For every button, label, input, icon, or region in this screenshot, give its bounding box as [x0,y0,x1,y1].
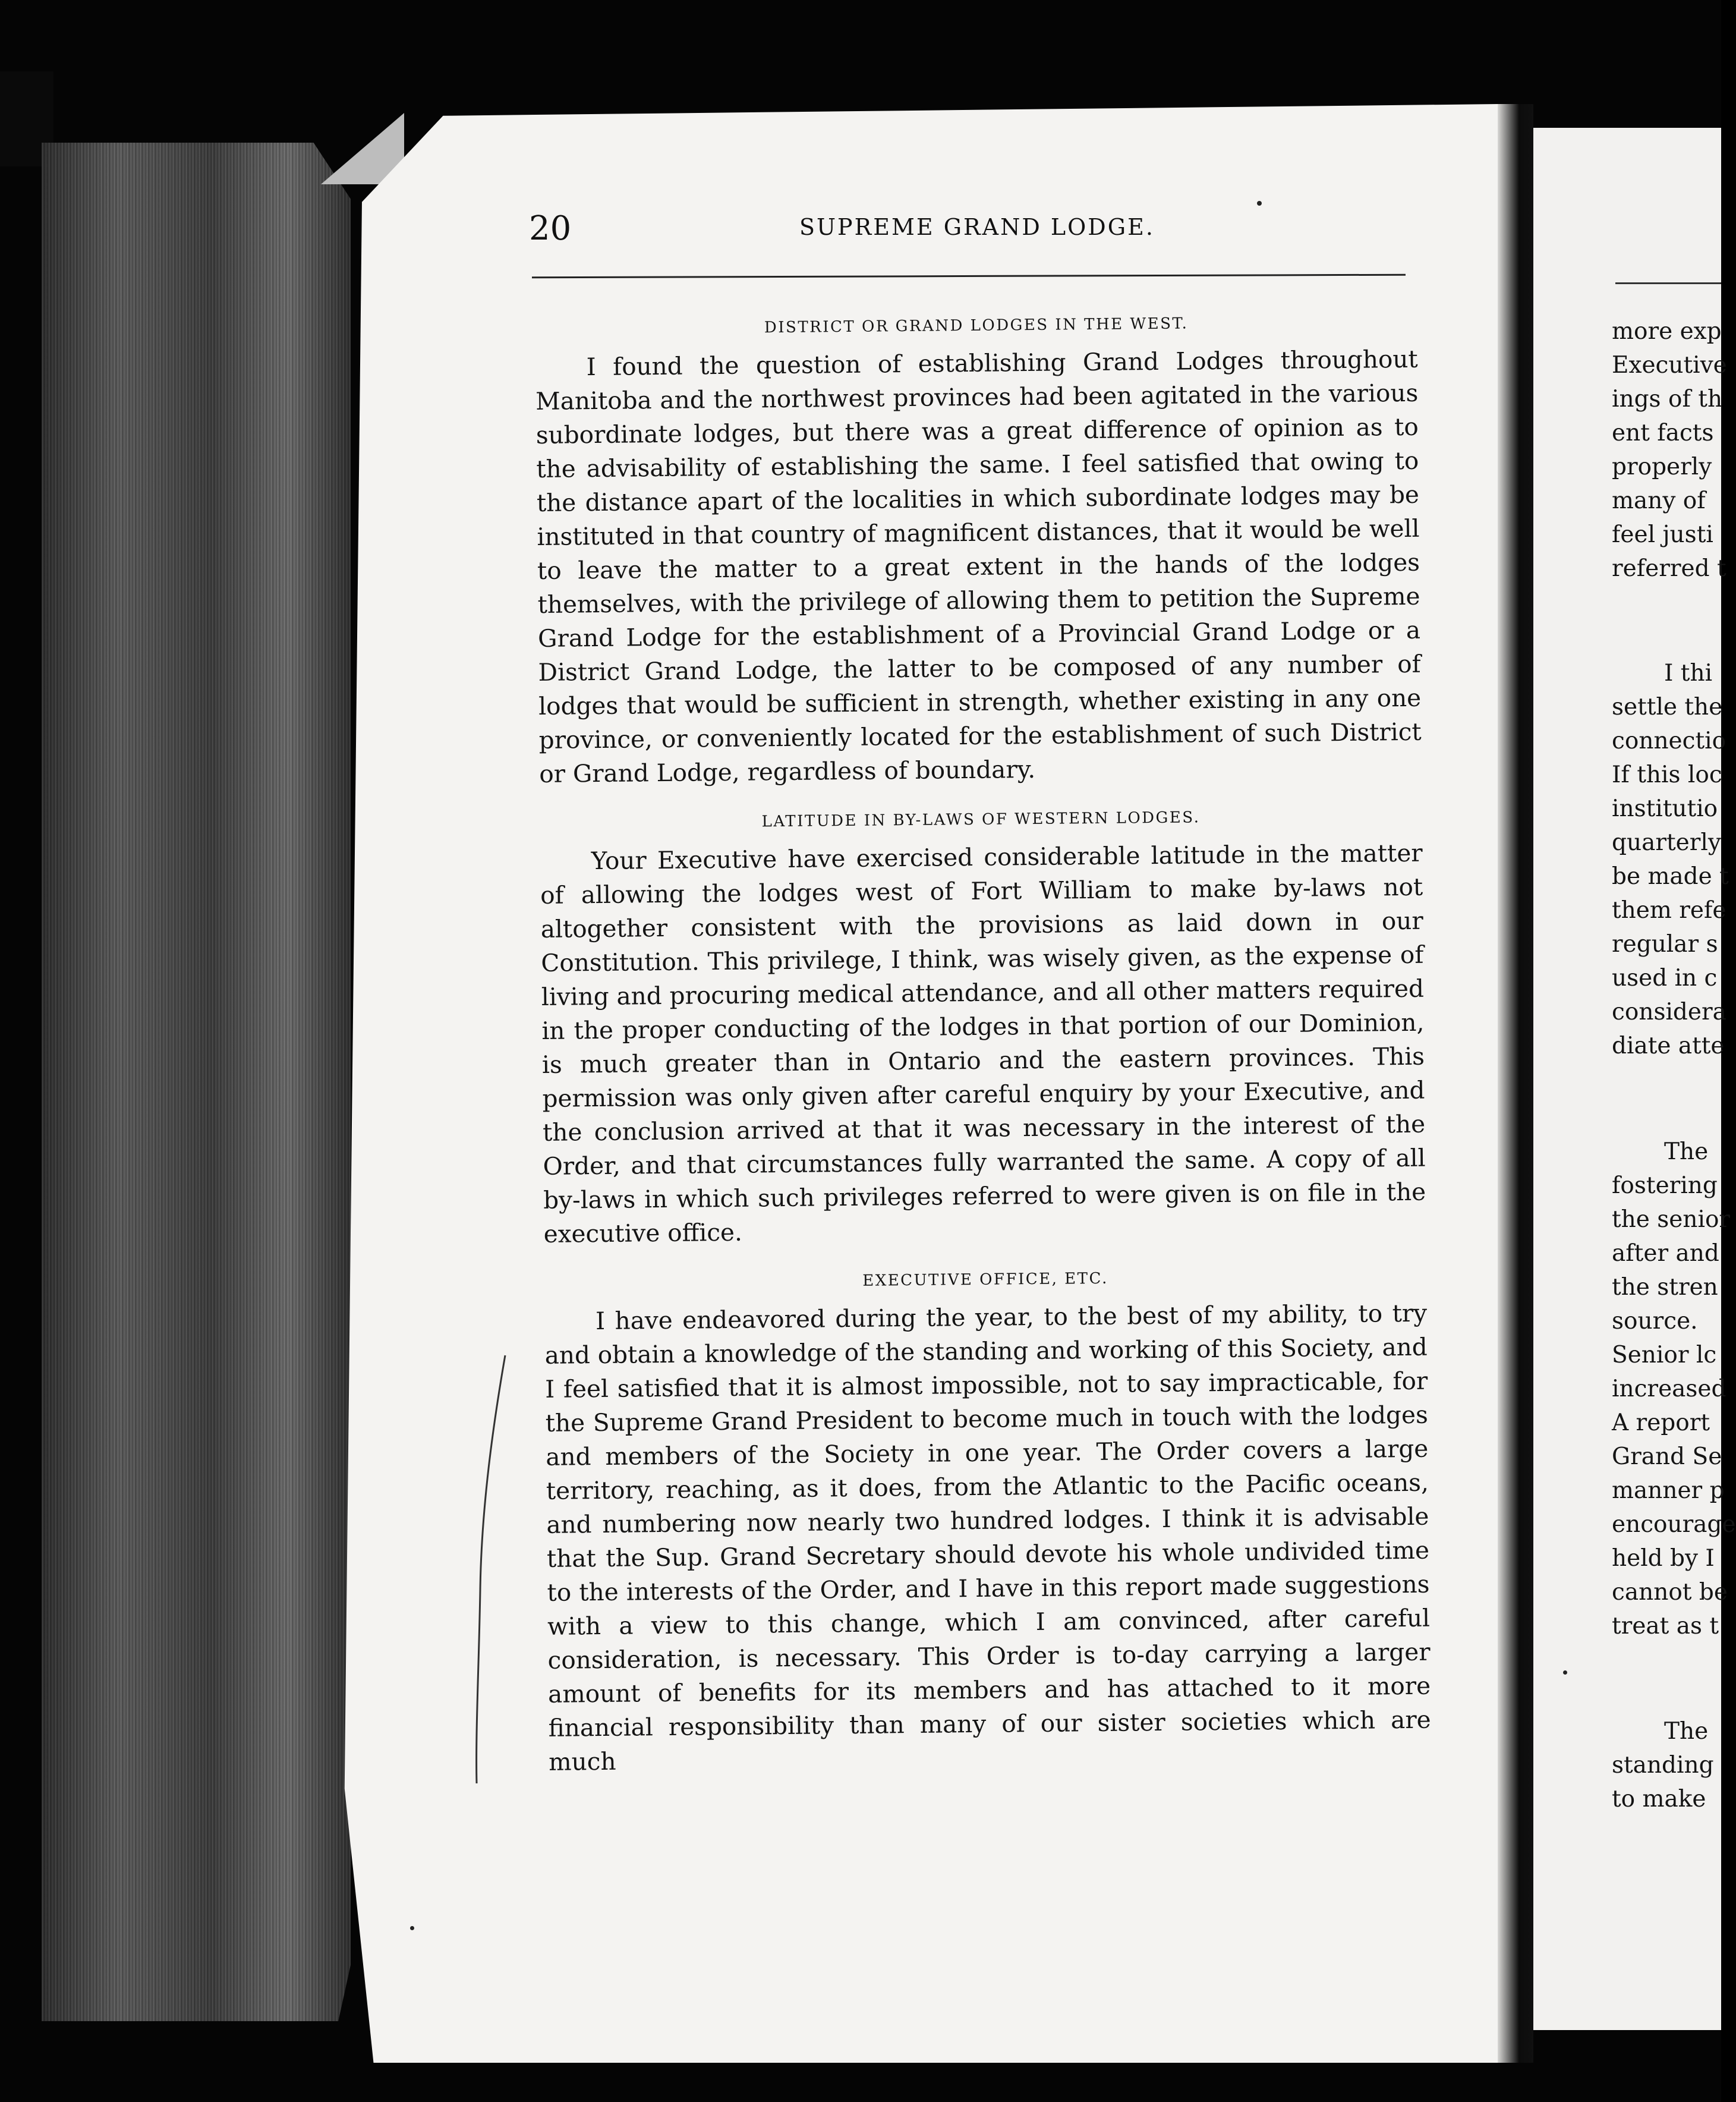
right-page-line: If this loc [1612,761,1722,788]
right-page-line: held by I [1612,1545,1715,1572]
right-page-line: referred t [1612,555,1726,582]
right-page-line: properly [1612,454,1712,480]
right-page-line: after and [1612,1240,1719,1267]
right-page-line: source. [1612,1308,1698,1335]
book-fore-edge [42,143,351,2021]
right-page-line: encourage [1612,1511,1736,1538]
dust-speck [1563,1670,1567,1675]
right-page-line: the stren [1612,1274,1718,1301]
right-page-line: quarterly [1612,829,1721,856]
right-page-line: more exp [1612,318,1722,345]
section-executive-office [544,1267,1431,1779]
right-page-line: increased [1612,1376,1726,1402]
right-page-line: considera [1612,999,1726,1025]
right-page-line: connectio [1612,728,1726,754]
right-page-line: institutio [1612,795,1718,822]
running-head: SUPREME GRAND LODGE. [799,214,1155,240]
right-page-line: be made t [1612,863,1729,890]
right-page-line: ings of th [1612,386,1723,413]
right-page-line: treat as t [1612,1613,1719,1640]
section-latitude-by-laws [540,807,1426,1251]
right-page-line: ent facts [1612,420,1714,446]
right-page-line: feel justi [1612,521,1713,548]
section-heading: LATITUDE IN BY-LAWS OF WESTERN LODGES. [761,808,1201,831]
right-page-line: fostering [1612,1172,1718,1199]
right-page-line: them refe [1612,897,1726,924]
body-paragraph: I have endeavored during the year, to the best of my ability, to try and obtain a knowledge of the standing and working of this Society, and I feel satisfied that it is almost impossible, not to say impracticable, for the Supreme Grand President to become much in touch with the lodges and members of the Society in one year. The Order covers a large territory, reaching, as it does, from the Atlantic to the Pacific oceans, and numbering now nearly two hundred lodges. I think it is advisable that the Sup. Grand Secretary should devote his whole undivided time to the interests of the Order, and I have in this report made suggestions with a view to this change, which I am convinced, after careful consideration, is necessary. This Order is to-day carrying a larger amount of benefits for its members and has attached to it more financial responsibility than many of our sister societies which are much [544,1298,1431,1776]
body-paragraph: Your Executive have exercised considerable latitude in the matter of allowing the lodges west of Fort William to make by-laws not altogether consistent with the provisions as laid down in our Constitution. This privilege, I think, was wisely given, as the expense of living and procuring medical attendance, and all other matters required in the proper conducting of the lodges in that portion of our Dominion, is much greater than in Ontario and the eastern provinces. This permission was only given after careful enquiry by your Executive, and the conclusion arrived at that it was necessary in the interest of the Order, and that circumstances fully warranted the same. A copy of all by-laws in which such privileges referred to were given is on file in the executive office. [540,838,1426,1248]
right-page-line: the senior [1612,1206,1731,1233]
right-page-rule [1615,282,1721,284]
right-page-line: cannot be [1612,1579,1728,1606]
right-page-line: Senior lc [1612,1342,1717,1368]
right-page-line: The [1664,1138,1709,1165]
right-page-line: standing [1612,1752,1714,1779]
right-page-line: I thi [1664,660,1713,687]
right-page-line: Executive [1612,352,1727,379]
right-page-line: regular s [1612,931,1718,958]
book-gutter [1498,104,1533,2063]
section-district-grand-lodges [535,313,1422,791]
page-body [535,313,1432,1803]
section-heading: DISTRICT OR GRAND LODGES IN THE WEST. [764,314,1189,337]
right-page-line: A report [1612,1409,1710,1436]
right-page-line: to make [1612,1786,1706,1812]
dust-speck [1257,201,1262,206]
right-page-line: manner p [1612,1477,1725,1504]
section-heading: EXECUTIVE OFFICE, ETC. [862,1269,1108,1290]
right-page-line: diate atte [1612,1033,1725,1059]
page-number: 20 [529,209,572,248]
right-page-line: The [1664,1718,1709,1745]
right-page-line: many of [1612,487,1706,514]
right-page-line: settle the [1612,694,1723,720]
right-page [1533,128,1721,2030]
body-paragraph: I found the question of establishing Grand Lodges throughout Manitoba and the northwest provinces had been agitated in the various subordinate lodges, but there was a great difference of opinion as to the advisability of establishing the same. I feel satisfied that owing to the distance apart of the localities in which subordinate lodges may be instituted in that country of magnificent distances, that it would be well to leave the matter to a great extent in the hands of the lodges themselves, with the privilege of allowing them to petition the Supreme Grand Lodge for the establishment of a Provincial Grand Lodge or a District Grand Lodge, the latter to be composed of any number of lodges that would be sufficient in strength, whether existing in any one province, or conveniently located for the establishment of such District or Grand Lodge, regardless of boundary. [535,344,1422,788]
right-page-line: Grand Se [1612,1443,1722,1470]
right-page-line: used in c [1612,965,1718,992]
dust-speck [410,1926,414,1930]
margin-pencil-mark [470,1352,523,1786]
